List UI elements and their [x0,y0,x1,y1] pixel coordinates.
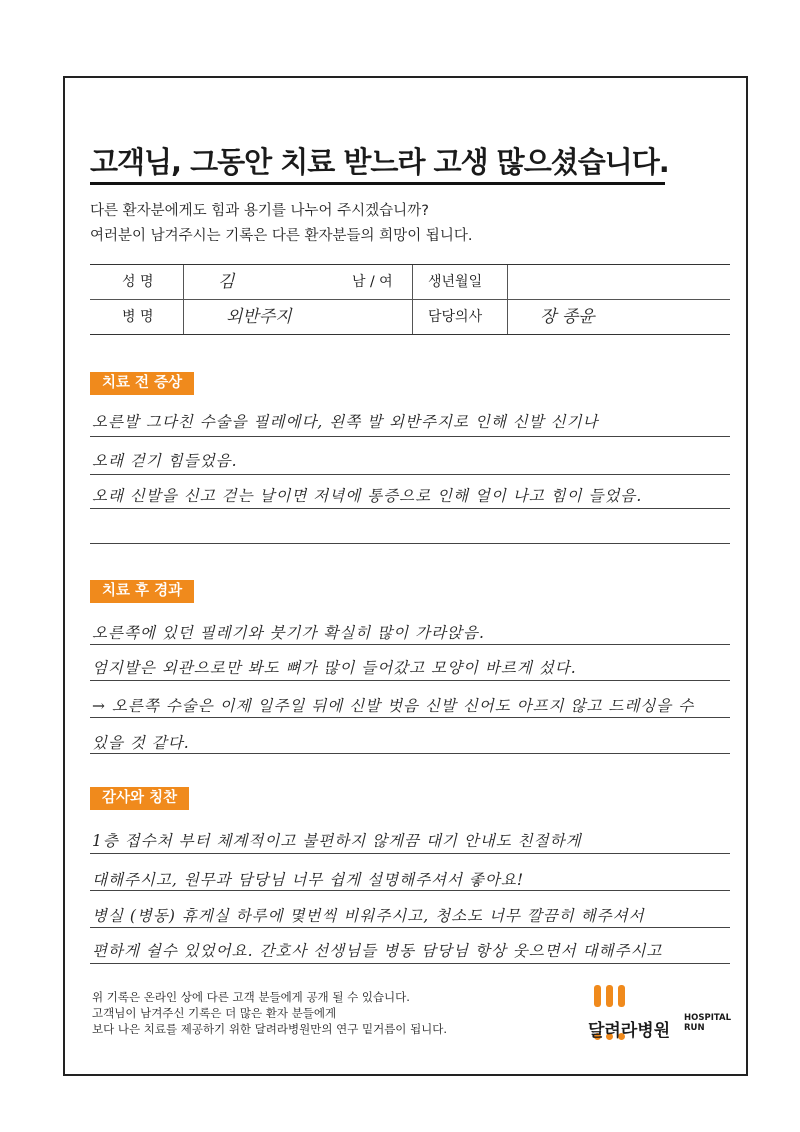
name-value[interactable]: 김 [218,272,235,292]
ruled-line [90,436,730,437]
divider [183,300,184,334]
ruled-line [90,853,730,854]
footer-line-1: 위 기록은 온라인 상에 다른 고객 분들에게 공개 될 수 있습니다. [92,990,410,1004]
patient-info-table [90,264,730,335]
info-row-name [90,265,730,299]
divider [183,265,184,299]
logo-name-korean: 달려라병원 [588,1021,671,1041]
ruled-line [90,680,730,681]
after-line-4[interactable]: 있을 것 같다. [92,734,190,752]
after-line-2[interactable]: 엄지발은 외관으로만 봐도 뼈가 많이 들어갔고 모양이 바르게 섰다. [92,659,577,677]
footer-line-2: 고객님이 남겨주신 기록은 더 많은 환자 분들에게 [92,1006,337,1020]
divider [507,265,508,299]
thanks-line-4[interactable]: 편하게 쉴수 있었어요. 간호사 선생님들 병동 담당님 항상 웃으면서 대해주시고 [92,942,663,960]
ruled-line [90,890,730,891]
doctor-label: 담당의사 [428,309,483,325]
ruled-line [90,963,730,964]
ruled-line [90,508,730,509]
logo-name-english: HOSPITAL RUN [684,1013,731,1033]
ruled-line [90,753,730,754]
intro-line-2: 여러분이 남겨주시는 기록은 다른 환자분들의 희망이 됩니다. [90,228,473,244]
title-underline [90,182,665,185]
page-title: 고객님, 그동안 치료 받느라 고생 많으셨습니다. [90,145,669,179]
info-row-disease [90,299,730,334]
birth-label: 생년월일 [428,274,483,290]
doctor-value[interactable]: 장 종윤 [540,307,595,327]
intro-line-1: 다른 환자분에게도 힘과 용기를 나누어 주시겠습니까? [90,203,429,219]
section-label-thanks: 감사와 칭찬 [90,787,189,810]
before-line-2[interactable]: 오래 걷기 힘들었음. [92,452,238,470]
divider [412,300,413,334]
before-line-3[interactable]: 오래 신발을 신고 걷는 날이면 저녁에 통증으로 인해 얼이 나고 힘이 들었음. [92,487,643,505]
footer-line-3: 보다 나은 치료를 제공하기 위한 달려라병원만의 연구 밑거름이 됩니다. [92,1022,448,1036]
thanks-line-2[interactable]: 대해주시고, 원무과 담당님 너무 쉽게 설명해주셔서 좋아요! [92,871,525,889]
divider [412,265,413,299]
section-label-after-treatment: 치료 후 경과 [90,580,194,603]
thanks-line-3[interactable]: 병실 (병동) 휴게실 하루에 몇번씩 비워주시고, 청소도 너무 깔끔히 해주셔서 [92,907,645,925]
after-line-1[interactable]: 오른쪽에 있던 필레기와 붓기가 확실히 많이 가라앉음. [92,624,485,642]
after-line-3[interactable]: → 오른쪽 수술은 이제 일주일 뒤에 신발 벗음 신발 신어도 아프지 않고 드레싱을 수 [92,697,695,715]
gender-label[interactable]: 남 / 여 [352,274,393,290]
divider [507,300,508,334]
name-label: 성 명 [122,274,154,290]
disease-label: 병 명 [122,309,154,325]
ruled-line [90,927,730,928]
ruled-line [90,543,730,544]
disease-value[interactable]: 외반주지 [226,307,292,327]
ruled-line [90,474,730,475]
ruled-line [90,717,730,718]
ruled-line [90,644,730,645]
section-label-before-treatment: 치료 전 증상 [90,372,194,395]
before-line-1[interactable]: 오른발 그다친 수술을 필레에다, 왼쪽 발 외반주지로 인해 신발 신기나 [92,413,599,431]
thanks-line-1[interactable]: 1층 접수처 부터 체계적이고 불편하지 않게끔 대기 안내도 친절하게 [92,832,582,850]
